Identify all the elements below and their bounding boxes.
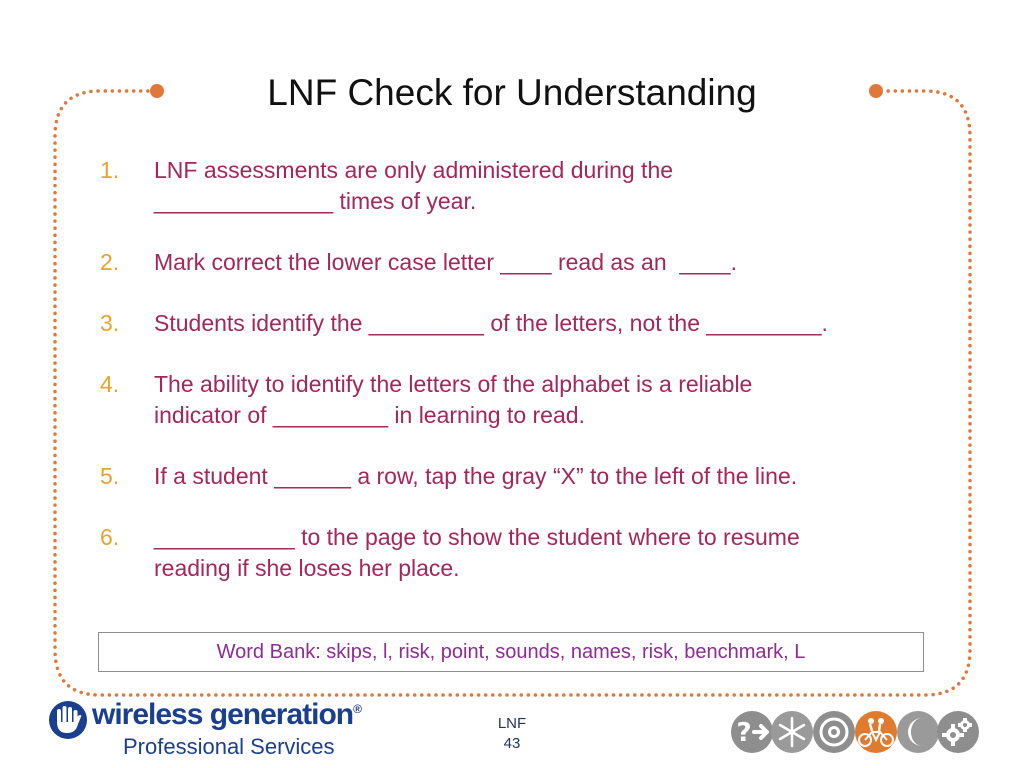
page-number: 43 <box>503 735 521 752</box>
page-code: LNF <box>497 715 527 732</box>
logo-line1-text: wireless generation <box>92 698 354 731</box>
svg-text:?: ? <box>736 718 752 748</box>
list-item <box>100 308 950 339</box>
question-text: If a student ______ a row, tap the gray “X” to the left of the line. <box>154 463 798 489</box>
icon-strip <box>730 710 980 756</box>
page-label <box>472 714 552 754</box>
question-number: 4. <box>100 371 120 397</box>
question-text: Students identify the _________ of the letters, not the _________. <box>154 310 828 336</box>
list-item <box>100 247 950 278</box>
list-item <box>100 522 950 584</box>
question-number: 2. <box>100 249 120 275</box>
slide-title: LNF Check for Understanding <box>267 72 757 113</box>
question-number: 5. <box>100 463 120 489</box>
eye-icon <box>812 710 856 754</box>
gears-icon <box>936 710 980 754</box>
question-text: ___________ to the page to show the student where to resume reading if she loses her place. <box>154 524 800 581</box>
list-item <box>100 369 950 431</box>
question-list <box>100 155 950 614</box>
list-item <box>100 461 950 492</box>
logo-subtitle: Professional Services <box>123 734 335 759</box>
question-text: Mark correct the lower case letter ____ read as an ____. <box>154 249 737 275</box>
question-number: 1. <box>100 157 120 183</box>
question-text: The ability to identify the letters of the alphabet is a reliable indicator of _________ in learning to read. <box>154 371 753 428</box>
question-number: 6. <box>100 524 120 550</box>
question-text: LNF assessments are only administered during the ______________ times of year. <box>154 157 674 214</box>
list-item <box>100 155 950 217</box>
snowflake-icon <box>770 710 814 754</box>
logo-wordmark <box>92 698 361 732</box>
question-number: 3. <box>100 310 120 336</box>
word-bank-box <box>98 632 924 672</box>
hand-logo-icon <box>48 700 88 740</box>
word-bank-text: Word Bank: skips, l, risk, point, sounds, names, risk, benchmark, L <box>216 640 806 663</box>
registered-mark: ® <box>353 702 361 716</box>
wireless-generation-logo <box>48 698 388 764</box>
tandem-bicycle-icon <box>854 710 898 754</box>
moon-icon <box>896 710 940 754</box>
question-arrow-icon <box>730 710 774 754</box>
